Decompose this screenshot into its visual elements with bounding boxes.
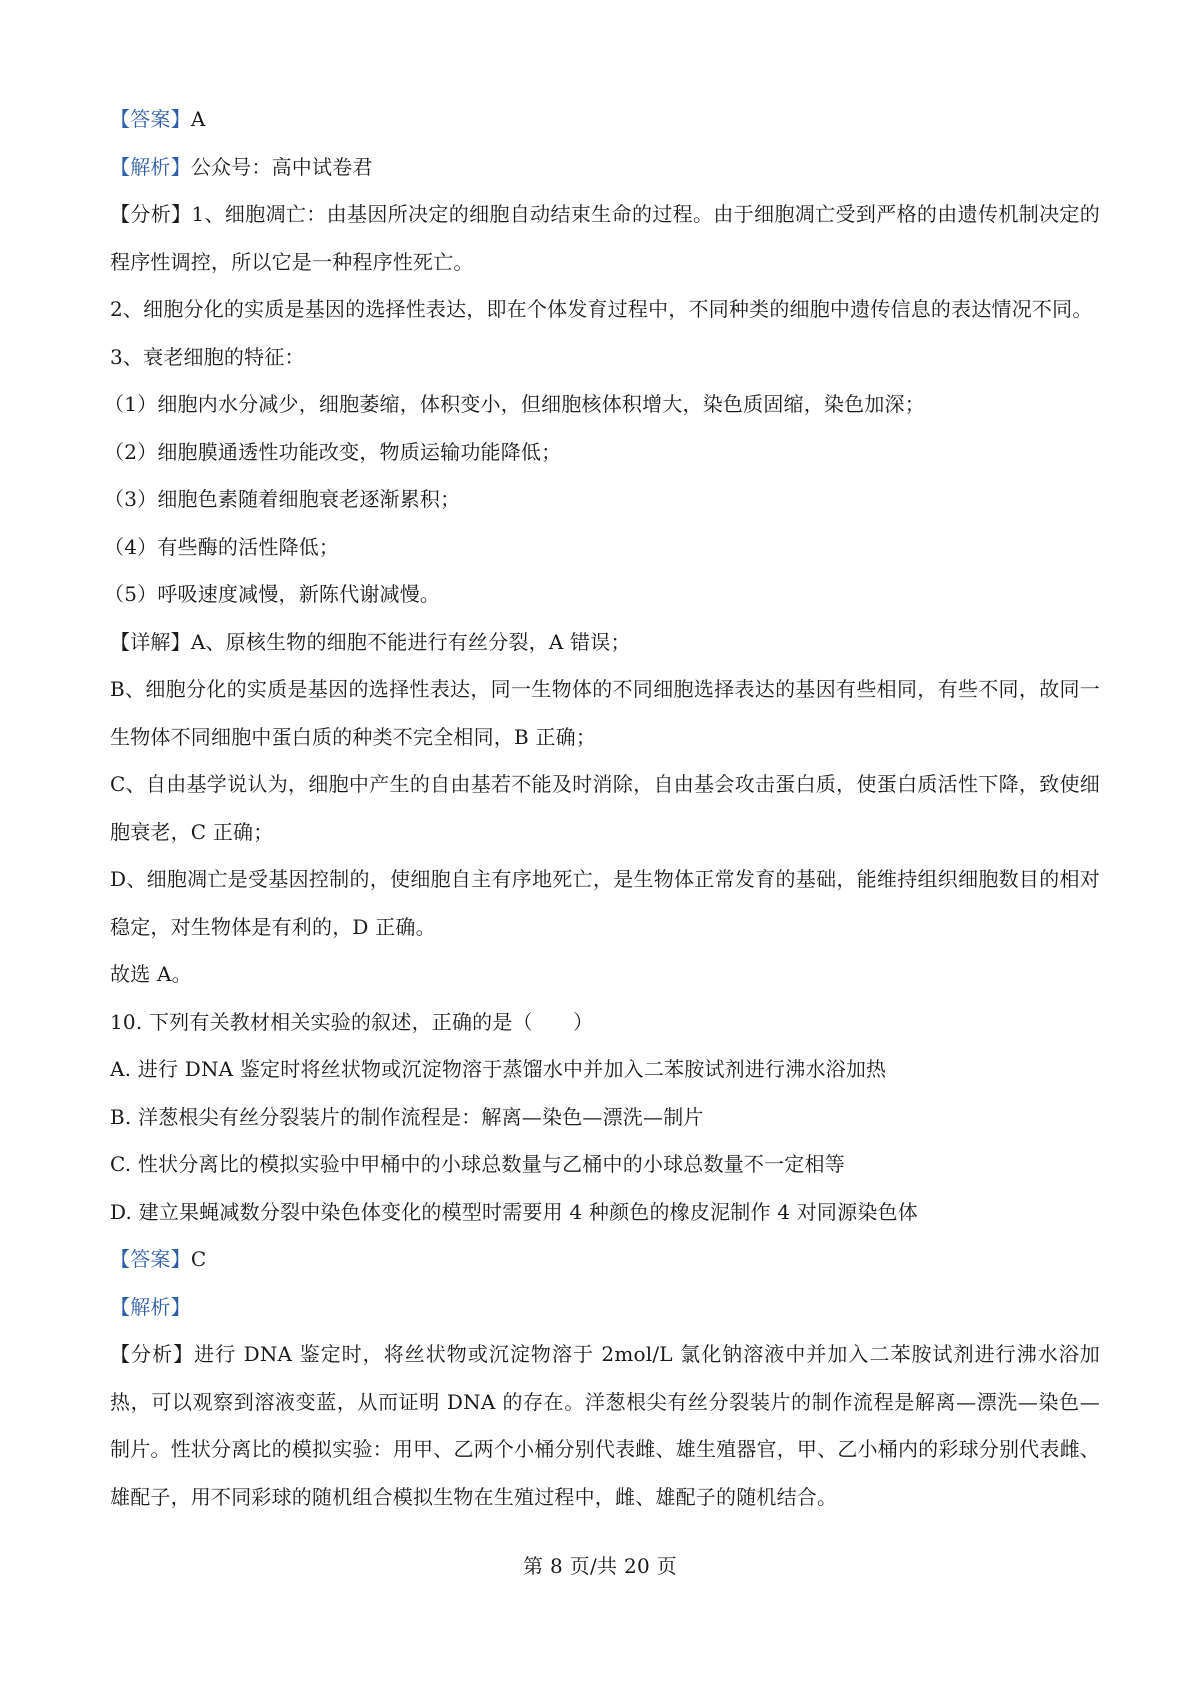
page-content [104,96,1100,1521]
analysis-line [110,144,1100,192]
detail-d: D、细胞凋亡是受基因控制的，使细胞自主有序地死亡，是生物体正常发育的基础，能维持组织细胞数目的相对稳定，对生物体是有利的，D 正确。 [110,867,1100,939]
answer-line [110,96,1100,144]
aging-item: （1）细胞内水分减少，细胞萎缩，体积变小，但细胞核体积增大，染色质固缩，染色加深； [104,392,925,416]
fenxi-tag: 【分析】 [110,202,192,226]
question-option: B. 洋葱根尖有丝分裂装片的制作流程是：解离—染色—漂洗—制片 [110,1104,704,1129]
fenxi-text: 进行 DNA 鉴定时，将丝状物或沉淀物溶于 2mol/L 氯化钠溶液中并加入二苯胺试剂进行沸水浴加热，可以观察到溶液变蓝，从而证明 DNA 的存在。洋葱根尖有丝分裂装片的制作流程是解离—漂洗—染色—制片。性状分离比的模拟实验：用甲、乙两个小桶分别代表雌、雄生殖器官，甲、乙小桶内的彩球分别代表雌、雄配子，用不同彩球的随机组合模拟生物在生殖过程中，雌、雄配子的随机结合。 [110,1342,1100,1509]
analysis-tag: 【解析】 [110,1294,191,1319]
fenxi-tag: 【分析】 [110,1342,195,1366]
answer-line [110,1236,1100,1284]
question-option: A. 进行 DNA 鉴定时将丝状物或沉淀物溶于蒸馏水中并加入二苯胺试剂进行沸水浴加热 [110,1057,887,1081]
question-option: D. 建立果蝇减数分裂中染色体变化的模型时需要用 4 种颜色的橡皮泥制作 4 对同源染色体 [110,1199,918,1224]
answer-value: A [190,107,206,131]
analysis-tag: 【解析】 [110,154,191,179]
aging-item: （5）呼吸速度减慢，新陈代谢减慢。 [104,582,441,606]
fenxi-paragraph [110,1331,1100,1521]
aging-item: （2）细胞膜通透性功能改变，物质运输功能降低； [104,439,562,464]
choose-line: 故选 A。 [110,962,192,986]
answer-value: C [190,1247,207,1271]
analysis-text: 公众号：高中试卷君 [190,154,373,179]
detail-c: C、自由基学说认为，细胞中产生的自由基若不能及时消除，自由基会攻击蛋白质，使蛋白质活性下降，致使细胞衰老，C 正确； [110,772,1100,844]
differentiation-paragraph: 2、细胞分化的实质是基因的选择性表达，即在个体发育过程中，不同种类的细胞中遗传信息的表达情况不同。 [110,297,1093,321]
detail-b: B、细胞分化的实质是基因的选择性表达，同一生物体的不同细胞选择表达的基因有些相同，有些不同，故同一生物体不同细胞中蛋白质的种类不完全相同，B 正确； [110,677,1100,749]
aging-title: 3、衰老细胞的特征： [110,344,305,369]
detail-tag: 【详解】 [110,629,191,654]
page-number: 第 8 页/共 20 页 [523,1554,677,1578]
question-option: C. 性状分离比的模拟实验中甲桶中的小球总数量与乙桶中的小球总数量不一定相等 [110,1152,845,1176]
question-stem: 10. 下列有关教材相关实验的叙述，正确的是（ ） [110,1009,594,1034]
fenxi-text: 1、细胞凋亡：由基因所决定的细胞自动结束生命的过程。由于细胞凋亡受到严格的由遗传机制决定的程序性调控，所以它是一种程序性死亡。 [110,202,1100,274]
detail-a-text: A、原核生物的细胞不能进行有丝分裂，A 错误； [190,629,631,654]
aging-item: （4）有些酶的活性降低； [104,534,340,559]
aging-item: （3）细胞色素随着细胞衰老逐渐累积； [104,487,461,511]
detail-line [110,619,1100,667]
analysis-line [110,1284,1100,1332]
fenxi-paragraph [110,191,1100,286]
answer-tag: 【答案】 [110,1247,191,1271]
answer-tag: 【答案】 [110,107,191,131]
